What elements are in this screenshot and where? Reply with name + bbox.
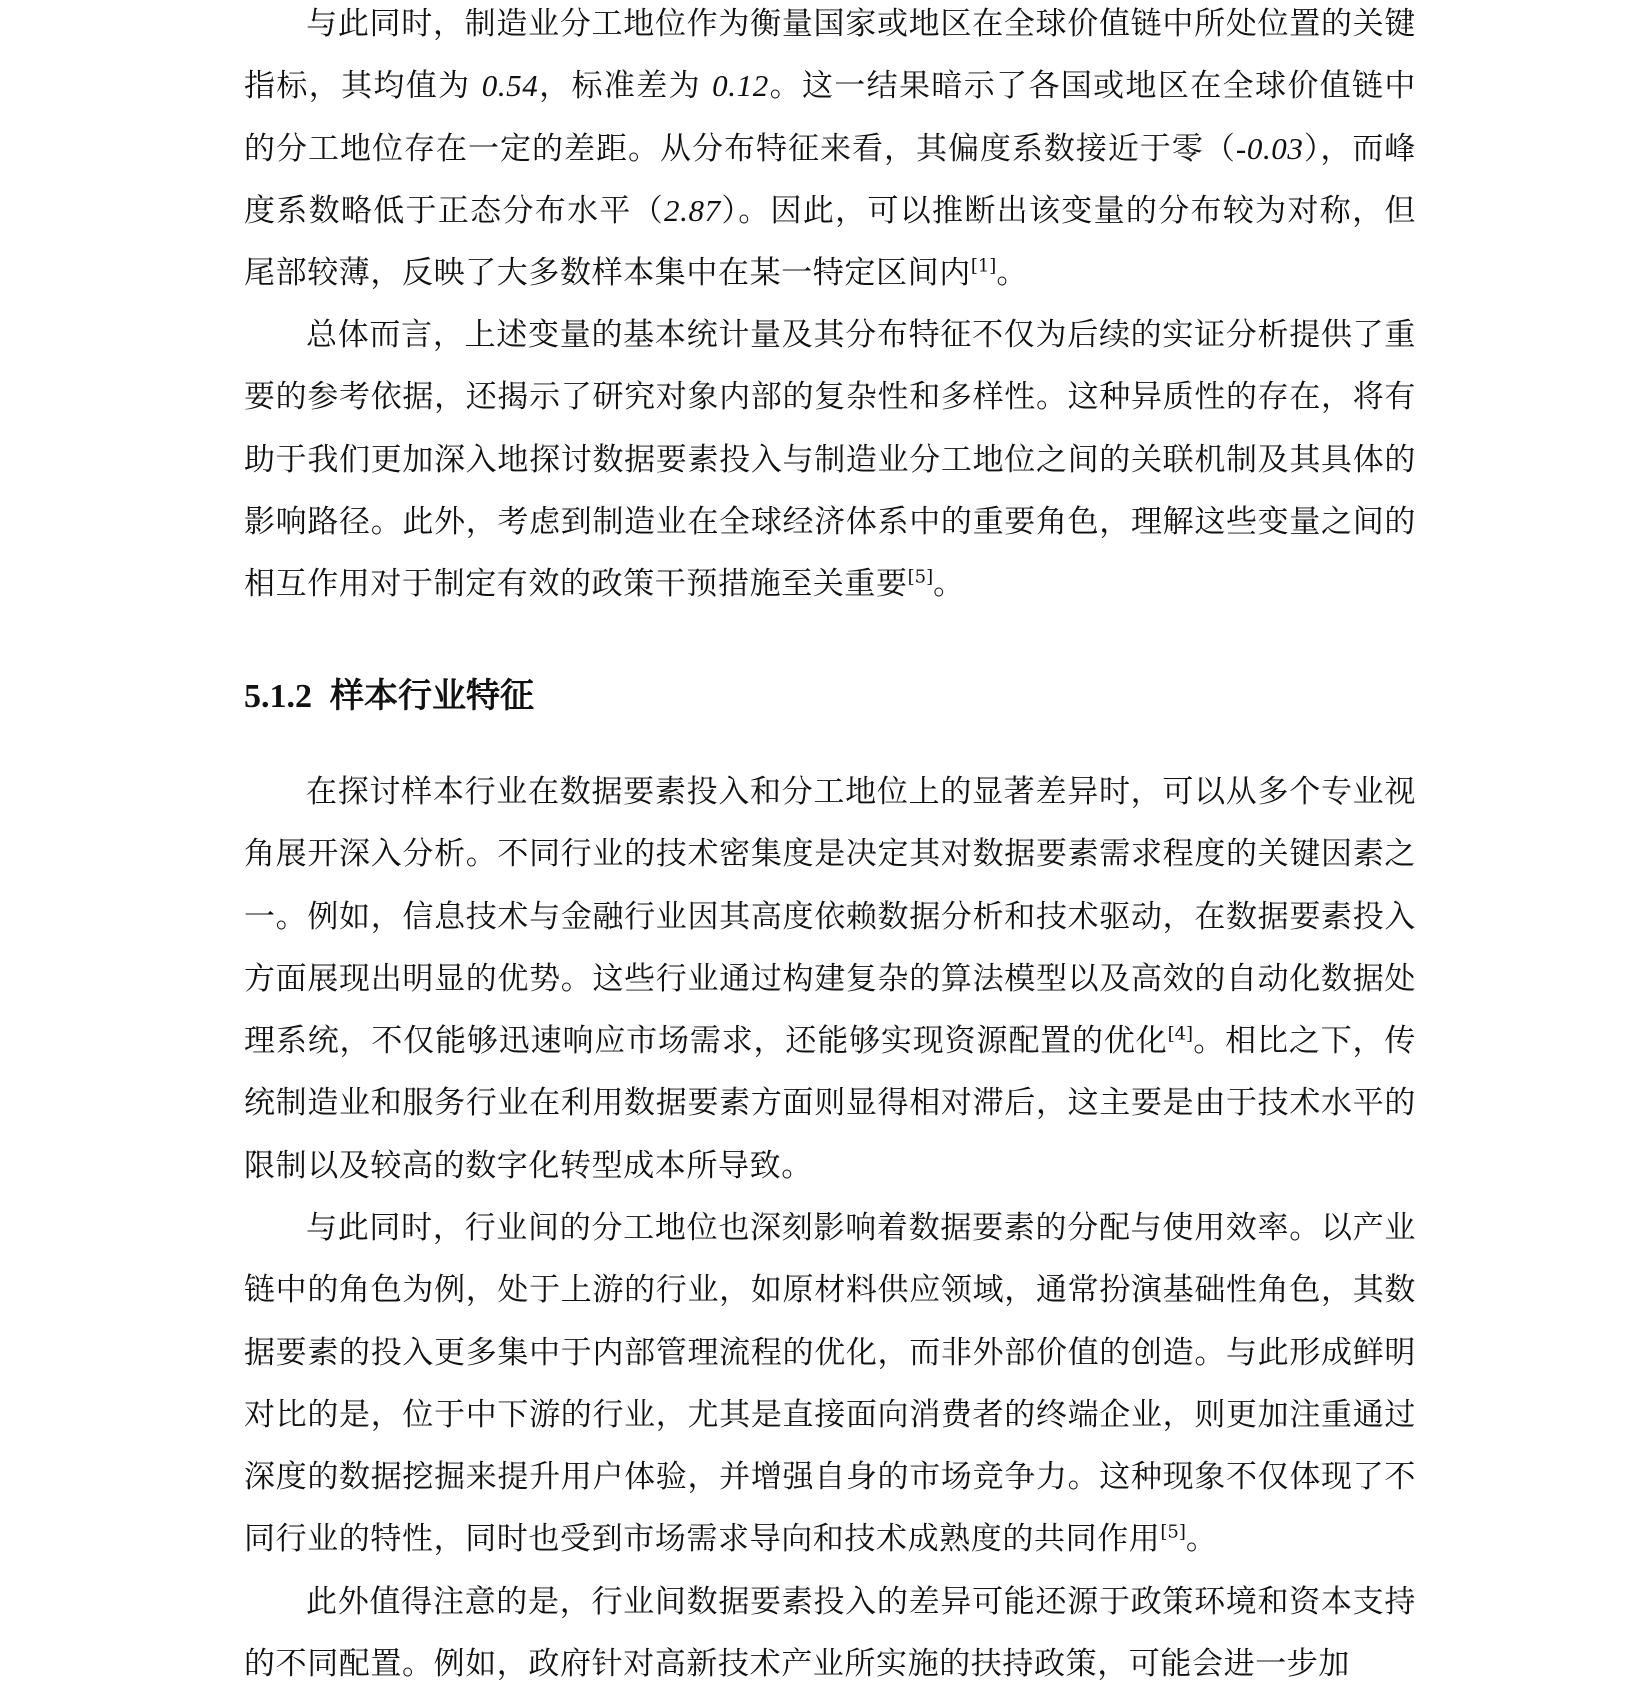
paragraph-text: 与此同时，行业间的分工地位也深刻影响着数据要素的分配与使用效率。以产业链中的角色为例，处于上游的行业，如原材料供应领域，通常扮演基础性角色，其数据要素的投入更多集中于内部管理流程的优化，而非外部价值的创造。与此形成鲜明对比的是，位于中下游的行业，尤其是直接面向消费者的终端企业，则更加注重通过深度的数据挖掘来提升用户体验，并增强自身的市场竞争力。这种现象不仅体现了不同行业的特性，同时也受到市场需求导向和技术成熟度的共同作用 bbox=[244, 1210, 1416, 1558]
mean-value: 0.54 bbox=[481, 68, 539, 104]
citation-ref[interactable]: [1] bbox=[970, 255, 997, 277]
citation-ref[interactable]: [5] bbox=[1160, 1522, 1186, 1544]
paragraph-text: 在探讨样本行业在数据要素投入和分工地位上的显著差异时，可以从多个专业视角展开深入分析。不同行业的技术密集度是决定其对数据要素需求程度的关键因素之一。例如，信息技术与金融行业因其高度依赖数据分析和技术驱动，在数据要素投入方面展现出明显的优势。这些行业通过构建复杂的算法模型以及高效的自动化数据处理系统，不仅能够迅速响应市场需求，还能够实现资源配置的优化 bbox=[244, 774, 1416, 1060]
paragraph-distribution-stats bbox=[244, 0, 1416, 304]
paragraph-text: 。 bbox=[1185, 1521, 1218, 1558]
citation-ref[interactable]: [5] bbox=[907, 566, 934, 588]
paragraph-industry-position bbox=[244, 1197, 1416, 1571]
paragraph-industry-tech bbox=[244, 761, 1416, 1197]
paragraph-summary bbox=[244, 304, 1416, 615]
paragraph-text: 。这一结果暗示了各国或地区在全球价值链中的分工地位存在一定的差距。从分布特征来看，其偏度系数接近于零（ bbox=[244, 68, 1417, 167]
kurtosis-value: 2.87 bbox=[664, 192, 721, 228]
paragraph-text: 。相比之下，传统制造业和服务行业在利用数据要素方面则显得相对滞后，这主要是由于技术水平的限制以及较高的数字化转型成本所导致。 bbox=[244, 1023, 1416, 1184]
citation-ref[interactable]: [4] bbox=[1167, 1023, 1194, 1045]
section-title: 样本行业特征 bbox=[330, 676, 534, 716]
paragraph-text: 总体而言，上述变量的基本统计量及其分布特征不仅为后续的实证分析提供了重要的参考依据，还揭示了研究对象内部的复杂性和多样性。这种异质性的存在，将有助于我们更加深入地探讨数据要素投入与制造业分工地位之间的关联机制及其具体的影响路径。此外，考虑到制造业在全球经济体系中的重要角色，理解这些变量之间的相互作用对于制定有效的政策干预措施至关重要 bbox=[244, 317, 1416, 603]
section-number: 5.1.2 bbox=[244, 678, 312, 715]
skewness-value: -0.03 bbox=[1235, 130, 1304, 166]
paragraph-text: 。 bbox=[933, 566, 965, 603]
paragraph-text: ）。因此，可以推断出该变量的分布较为对称，但尾部较薄，反映了大多数样本集中在某一特定区间内 bbox=[244, 192, 1416, 292]
std-value: 0.12 bbox=[712, 68, 769, 104]
section-heading bbox=[244, 672, 534, 721]
paragraph-text: 此外值得注意的是，行业间数据要素投入的差异可能还源于政策环境和资本支持的不同配置。例如，政府针对高新技术产业所实施的扶持政策，可能会进一步加 bbox=[244, 1584, 1416, 1683]
paragraph-policy bbox=[244, 1571, 1416, 1696]
paragraph-text: ，标准差为 bbox=[538, 68, 713, 105]
paragraph-text: ），而峰度系数略低于正态分布水平（ bbox=[244, 130, 1416, 229]
paragraph-text: 与此同时，制造业分工地位作为衡量国家或地区在全球价值链中所处位置的关键指标，其均值为 bbox=[244, 6, 1416, 105]
paragraph-text: 。 bbox=[996, 255, 1028, 292]
